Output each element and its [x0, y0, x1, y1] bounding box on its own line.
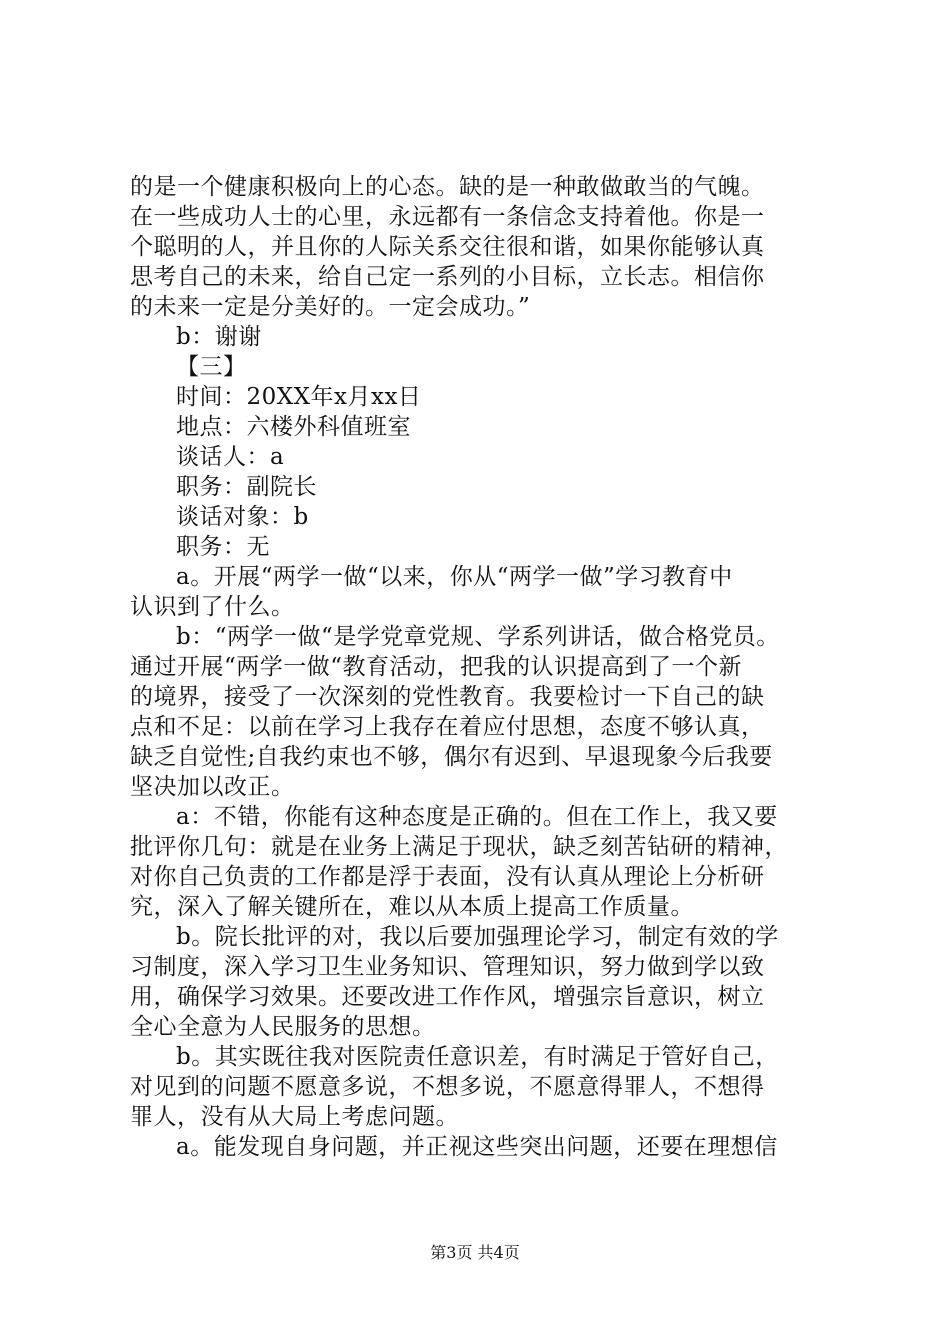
- text-line: 【三】: [176, 354, 247, 380]
- text-line: 缺乏自觉性;自我约束也不够，偶尔有迟到、早退现象今后我要: [130, 744, 773, 770]
- text-line: 批评你几句：就是在业务上满足于现状，缺乏刻苦钻研的精神，: [130, 834, 788, 860]
- text-line: a：不错，你能有这种态度是正确的。但在工作上，我又要: [176, 804, 778, 830]
- text-line: 坚决加以改正。: [130, 774, 295, 800]
- text-line: 的未来一定是分美好的。一定会成功。”: [130, 294, 531, 320]
- text-line: 究，深入了解关键所在，难以从本质上提高工作质量。: [130, 894, 694, 920]
- text-line: 职务：副院长: [176, 474, 317, 500]
- text-line: a。能发现自身问题，并正视这些突出问题，还要在理想信: [176, 1134, 778, 1160]
- text-line: b：谢谢: [176, 324, 262, 350]
- text-line: 地点：六楼外科值班室: [176, 414, 411, 440]
- text-line: 对见到的问题不愿意多说，不想多说，不愿意得罪人，不想得: [130, 1074, 765, 1100]
- page-footer: 第3页 共4页: [430, 1243, 520, 1262]
- text-line: 谈话人：a: [176, 444, 285, 470]
- text-line: b。院长批评的对，我以后要加强理论学习，制定有效的学: [176, 924, 779, 950]
- text-line: 认识到了什么。: [130, 594, 295, 620]
- text-line: 的境界，接受了一次深刻的党性教育。我要检讨一下自己的缺: [130, 684, 765, 710]
- text-line: 习制度，深入学习卫生业务知识、管理知识，努力做到学以致: [130, 954, 765, 980]
- text-line: 时间：20XX年x月xx日: [176, 384, 422, 410]
- text-line: 对你自己负责的工作都是浮于表面，没有认真从理论上分析研: [130, 864, 765, 890]
- text-line: 点和不足：以前在学习上我存在着应付思想，态度不够认真，: [130, 714, 765, 740]
- text-line: 谈话对象：b: [176, 504, 309, 530]
- text-line: 罪人，没有从大局上考虑问题。: [130, 1104, 459, 1130]
- text-line: 全心全意为人民服务的思想。: [130, 1014, 436, 1040]
- text-line: b：“两学一做“是学党章党规、学系列讲话，做合格党员。: [176, 624, 780, 650]
- text-line: 通过开展“两学一做“教育活动，把我的认识提高到了一个新: [130, 654, 743, 680]
- text-line: a。开展“两学一做“以来，你从“两学一做”学习教育中: [176, 564, 733, 590]
- document-body: [130, 172, 830, 1162]
- text-line: 职务：无: [176, 534, 270, 560]
- text-line: b。其实既往我对医院责任意识差，有时满足于管好自己，: [176, 1044, 779, 1070]
- text-line: 用，确保学习效果。还要改进工作作风，增强宗旨意识，树立: [130, 984, 765, 1010]
- text-line: 个聪明的人，并且你的人际关系交往很和谐，如果你能够认真: [130, 234, 765, 260]
- text-line: 在一些成功人士的心里，永远都有一条信念支持着他。你是一: [130, 204, 765, 230]
- text-line: 的是一个健康积极向上的心态。缺的是一种敢做敢当的气魄。: [130, 174, 765, 200]
- text-line: 思考自己的未来，给自己定一系列的小目标，立长志。相信你: [130, 264, 765, 290]
